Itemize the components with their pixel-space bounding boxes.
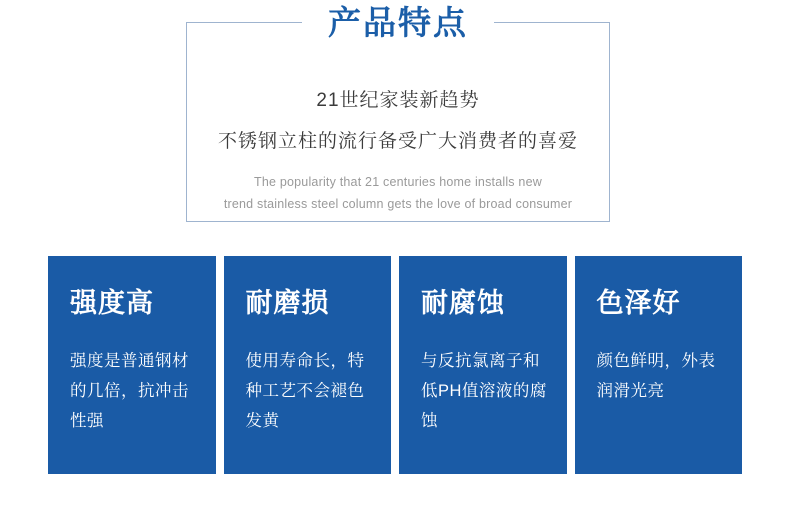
page-title-container [302,1,494,45]
feature-card [224,256,392,474]
subtitle-line-2: 不锈钢立柱的流行备受广大消费者的喜爱 [217,131,578,152]
feature-card-list [48,256,742,474]
feature-card-body: 与反抗氯离子和低PH值溶液的腐蚀 [421,352,547,430]
english-line-2: trend stainless steel column gets the love of broad consumer [223,197,573,211]
feature-card-title: 强度高 [70,288,154,318]
feature-card-body: 使用寿命长，特种工艺不会褪色发黄 [245,352,365,430]
subtitle-line-1: 21世纪家装新趋势 [316,90,480,111]
feature-card-body: 颜色鲜明，外表润滑光亮 [596,352,716,400]
english-subtitle [187,171,609,215]
feature-card [575,256,743,474]
feature-card-title: 色泽好 [596,288,681,318]
feature-card-title: 耐磨损 [245,288,330,318]
feature-card [399,256,567,474]
header-panel [186,4,610,222]
feature-card-title: 耐腐蚀 [421,288,505,318]
feature-card-body: 强度是普通钢材的几倍，抗冲击性强 [70,352,189,430]
english-line-1: The popularity that 21 centuries home installs new [254,175,542,189]
page-title: 产品特点 [328,4,468,41]
feature-card [48,256,216,474]
